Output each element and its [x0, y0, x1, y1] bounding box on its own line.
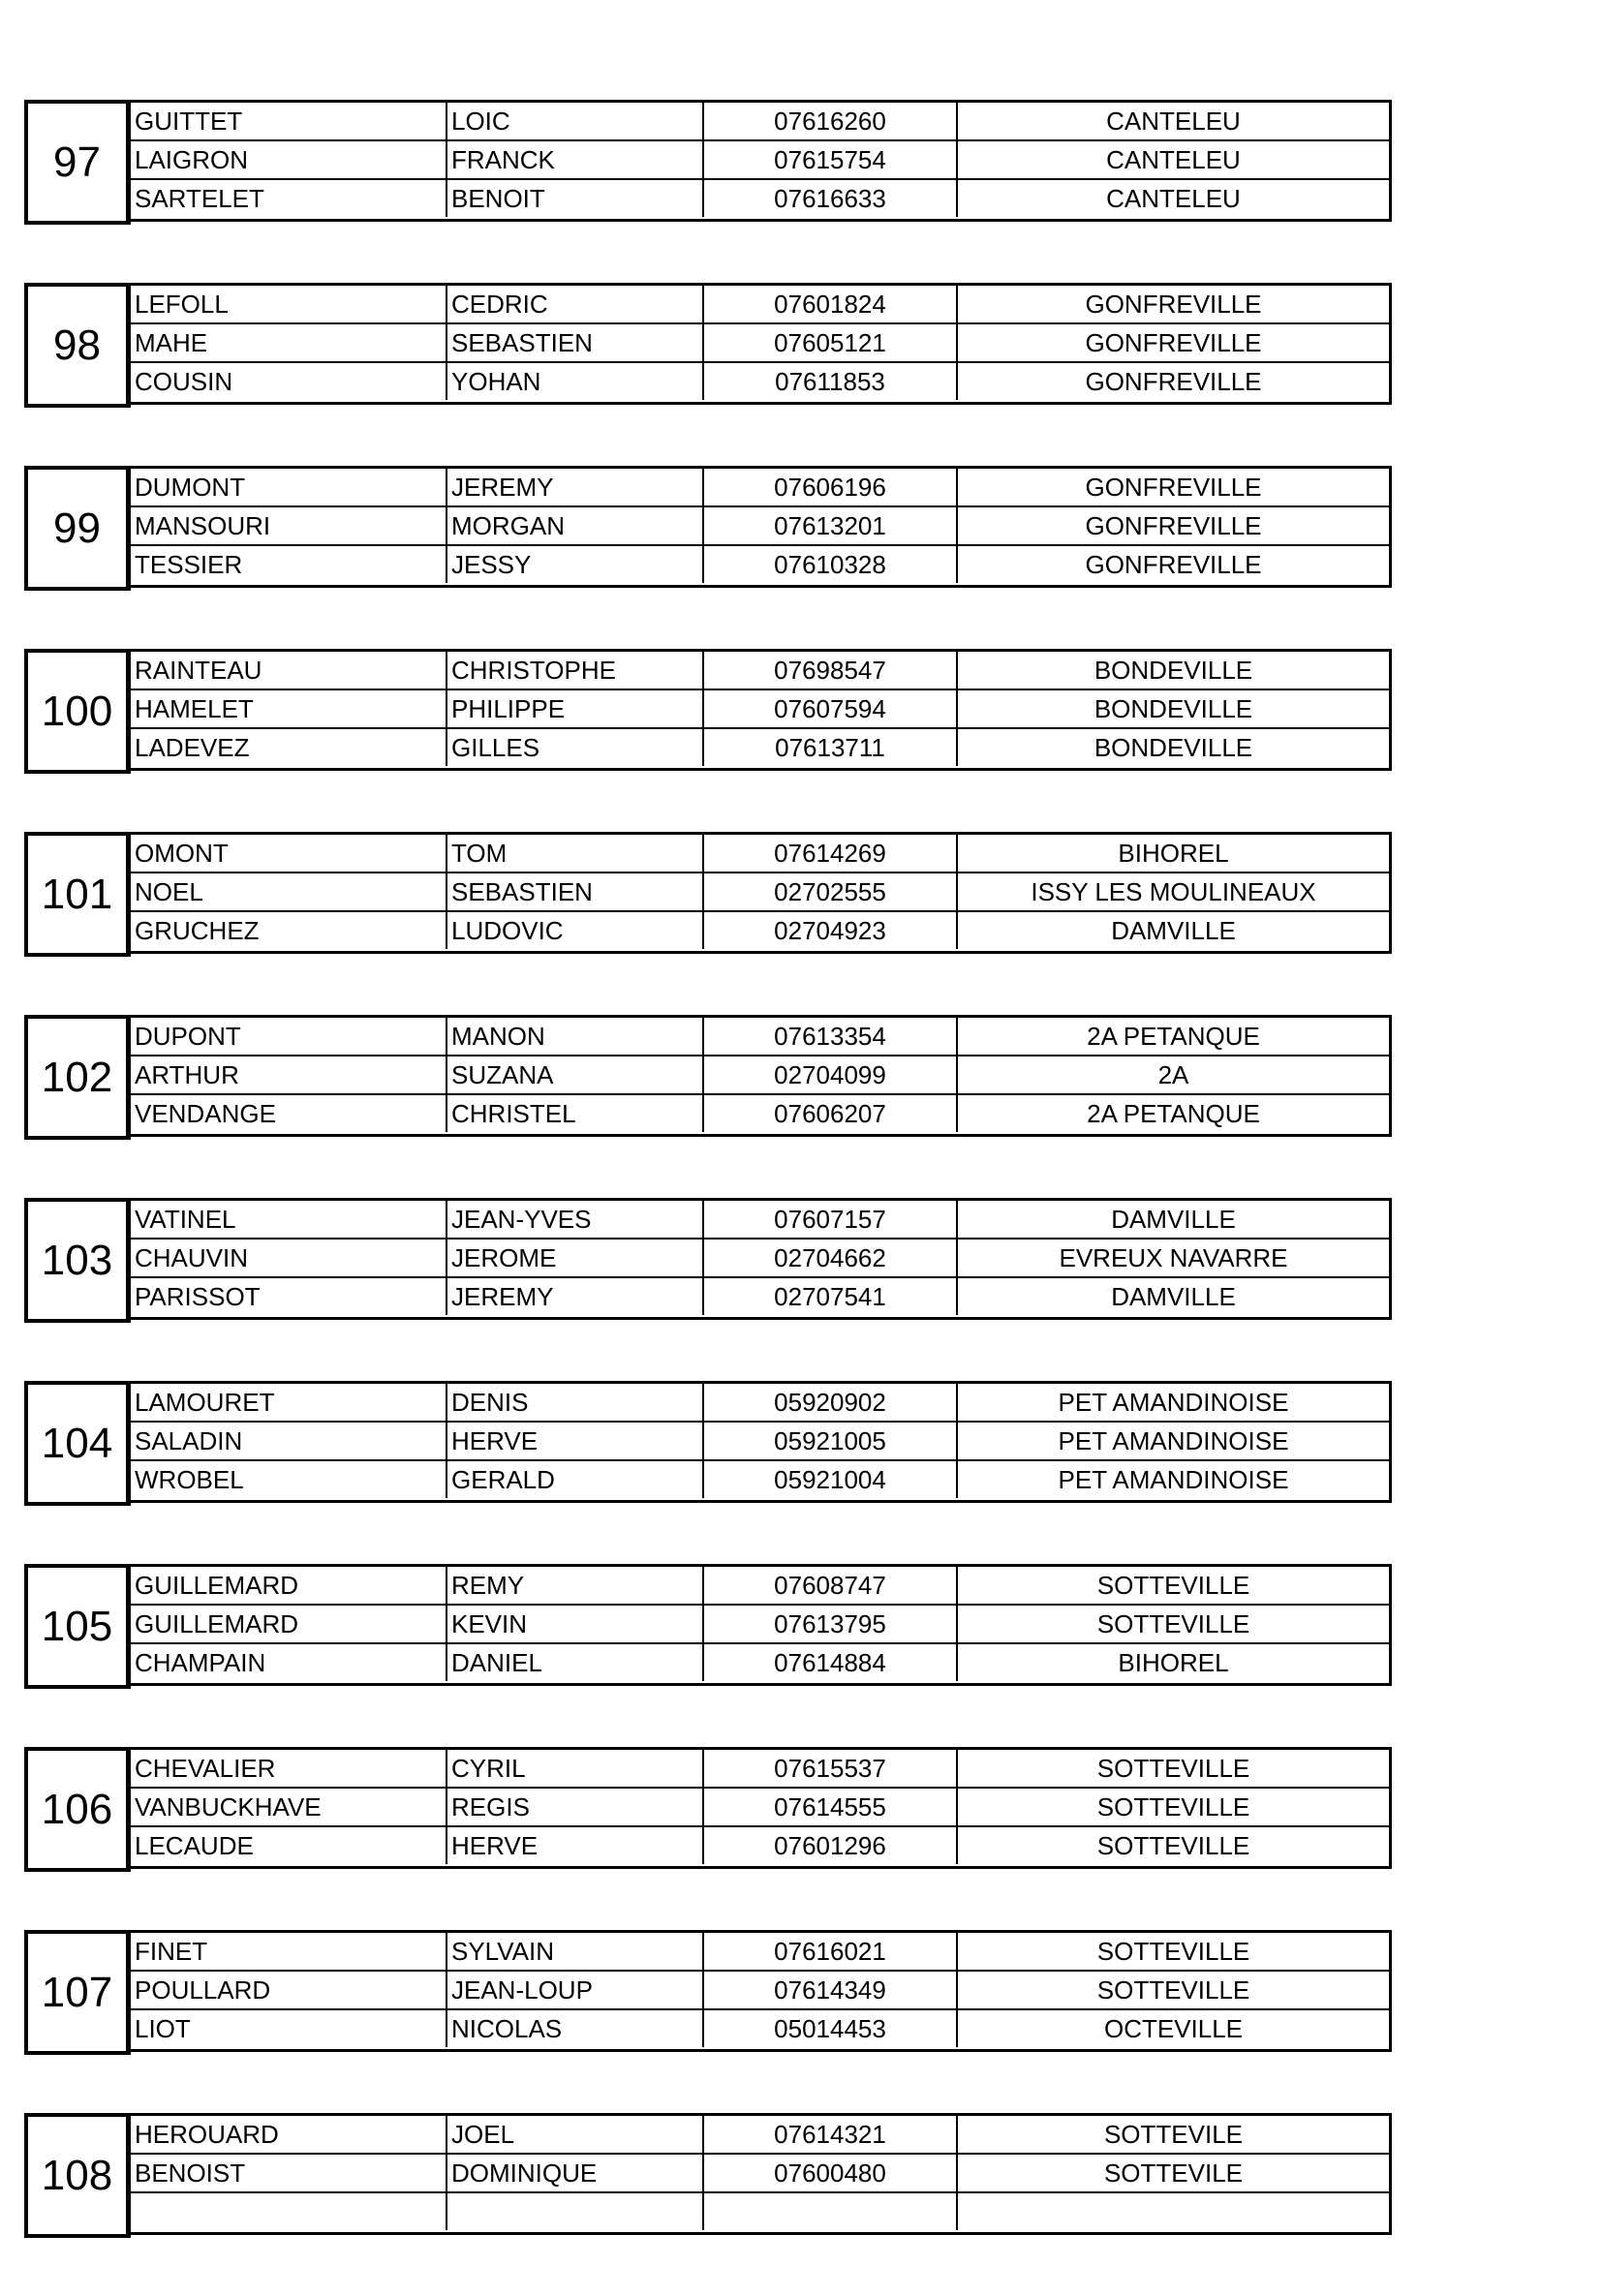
player-row [131, 2153, 1389, 2191]
player-club: GONFREVILLE [956, 469, 1389, 505]
player-row [131, 1933, 1389, 1970]
player-license-number: 07613711 [702, 729, 956, 766]
team-block [24, 1015, 1392, 1140]
player-first-name: MORGAN [446, 507, 702, 544]
player-club: SOTTEVILLE [956, 1567, 1389, 1604]
player-row [131, 1055, 1389, 1093]
player-table [131, 2113, 1392, 2235]
player-row [131, 1604, 1389, 1642]
player-first-name: MANON [446, 1018, 702, 1055]
player-row [131, 1018, 1389, 1055]
player-row [131, 1787, 1389, 1825]
player-first-name: BENOIT [446, 180, 702, 217]
player-last-name: LAIGRON [135, 145, 249, 174]
player-first-name: LOIC [446, 103, 702, 139]
player-first-name: HERVE [446, 1827, 702, 1864]
player-first-name: JEROME [446, 1240, 702, 1276]
player-last-name: ARTHUR [135, 1060, 239, 1089]
player-last-name: LADEVEZ [135, 733, 250, 762]
team-number: 107 [24, 1930, 131, 2055]
player-first-name: YOHAN [446, 363, 702, 400]
player-license-number: 07615537 [702, 1750, 956, 1787]
player-first-name: TOM [446, 835, 702, 872]
player-row [131, 910, 1389, 949]
team-block [24, 100, 1392, 225]
team-number: 99 [24, 466, 131, 591]
player-last-name: BENOIST [135, 2158, 246, 2188]
player-last-name: HEROUARD [135, 2120, 279, 2149]
player-last-name: VANBUCKHAVE [135, 1792, 322, 1821]
player-row [131, 1201, 1389, 1238]
player-club: BIHOREL [956, 1644, 1389, 1681]
player-license-number: 07698547 [702, 652, 956, 689]
player-first-name: NICOLAS [446, 2010, 702, 2047]
player-license-number: 07605121 [702, 324, 956, 361]
player-row [131, 544, 1389, 583]
player-club: BONDEVILLE [956, 690, 1389, 727]
player-first-name: JEREMY [446, 1278, 702, 1315]
player-license-number: 07606196 [702, 469, 956, 505]
player-table [131, 1381, 1392, 1503]
player-club: 2A PETANQUE [956, 1018, 1389, 1055]
player-row [131, 1825, 1389, 1864]
player-first-name: DANIEL [446, 1644, 702, 1681]
player-club: ISSY LES MOULINEAUX [956, 873, 1389, 910]
player-table [131, 283, 1392, 405]
team-number: 98 [24, 283, 131, 408]
player-first-name: PHILIPPE [446, 690, 702, 727]
player-last-name: LAMOURET [135, 1388, 275, 1417]
player-last-name: DUPONT [135, 1022, 241, 1051]
player-first-name: HERVE [446, 1423, 702, 1459]
player-table [131, 1198, 1392, 1320]
player-club: SOTTEVILLE [956, 1827, 1389, 1864]
player-license-number: 07614555 [702, 1789, 956, 1825]
player-last-name: FINET [135, 1937, 208, 1966]
player-license-number: 05920902 [702, 1384, 956, 1421]
team-list [24, 100, 1392, 2296]
player-license-number: 07616021 [702, 1933, 956, 1970]
player-last-name: HAMELET [135, 694, 254, 723]
player-license-number: 07608747 [702, 1567, 956, 1604]
player-first-name: GERALD [446, 1461, 702, 1498]
player-first-name: JEAN-YVES [446, 1201, 702, 1238]
player-last-name: GRUCHEZ [135, 916, 260, 945]
team-number: 108 [24, 2113, 131, 2238]
player-license-number: 07613354 [702, 1018, 956, 1055]
player-row [131, 1421, 1389, 1459]
player-first-name: DENIS [446, 1384, 702, 1421]
player-last-name: GUILLEMARD [135, 1609, 299, 1638]
player-last-name: CHAMPAIN [135, 1648, 266, 1677]
player-club: DAMVILLE [956, 1278, 1389, 1315]
player-last-name: OMONT [135, 839, 229, 868]
player-row [131, 505, 1389, 544]
player-table [131, 1930, 1392, 2052]
player-club: PET AMANDINOISE [956, 1461, 1389, 1498]
player-first-name: SUZANA [446, 1056, 702, 1093]
player-license-number: 07613201 [702, 507, 956, 544]
player-first-name: SEBASTIEN [446, 324, 702, 361]
player-row [131, 1642, 1389, 1681]
player-last-name: VENDANGE [135, 1099, 276, 1128]
player-first-name: REMY [446, 1567, 702, 1604]
player-first-name: FRANCK [446, 141, 702, 178]
player-license-number: 05921004 [702, 1461, 956, 1498]
player-license-number: 07607594 [702, 690, 956, 727]
player-license-number: 07616260 [702, 103, 956, 139]
player-first-name: SEBASTIEN [446, 873, 702, 910]
player-first-name: LUDOVIC [446, 912, 702, 949]
player-club: SOTTEVILLE [956, 1933, 1389, 1970]
player-table [131, 832, 1392, 954]
team-block [24, 283, 1392, 408]
team-block [24, 1381, 1392, 1506]
player-last-name: LIOT [135, 2014, 191, 2043]
player-table [131, 649, 1392, 771]
player-row [131, 2008, 1389, 2047]
player-club: EVREUX NAVARRE [956, 1240, 1389, 1276]
player-last-name: POULLARD [135, 1975, 271, 2005]
player-first-name [446, 2193, 702, 2230]
player-row [131, 2191, 1389, 2230]
player-last-name: TESSIER [135, 550, 243, 579]
player-club: SOTTEVILLE [956, 1606, 1389, 1642]
player-license-number [702, 2193, 956, 2230]
player-club: DAMVILLE [956, 912, 1389, 949]
player-club: GONFREVILLE [956, 546, 1389, 583]
player-row [131, 727, 1389, 766]
player-last-name: SARTELET [135, 184, 264, 213]
player-row [131, 1238, 1389, 1276]
player-club: PET AMANDINOISE [956, 1384, 1389, 1421]
player-club: SOTTEVILE [956, 2116, 1389, 2153]
player-club: 2A [956, 1056, 1389, 1093]
player-license-number: 05014453 [702, 2010, 956, 2047]
player-license-number: 07610328 [702, 546, 956, 583]
player-license-number: 07616633 [702, 180, 956, 217]
player-club: SOTTEVILLE [956, 1789, 1389, 1825]
team-number: 101 [24, 832, 131, 957]
player-club: BIHOREL [956, 835, 1389, 872]
player-license-number: 02704923 [702, 912, 956, 949]
player-license-number: 07614349 [702, 1972, 956, 2008]
team-block [24, 1198, 1392, 1323]
player-first-name: JOEL [446, 2116, 702, 2153]
player-license-number: 07611853 [702, 363, 956, 400]
player-license-number: 02707541 [702, 1278, 956, 1315]
player-club: OCTEVILLE [956, 2010, 1389, 2047]
player-last-name: RAINTEAU [135, 656, 262, 685]
player-license-number: 07600480 [702, 2155, 956, 2191]
team-block [24, 1930, 1392, 2055]
player-club: CANTELEU [956, 141, 1389, 178]
player-club: SOTTEVILLE [956, 1972, 1389, 2008]
player-first-name: GILLES [446, 729, 702, 766]
player-table [131, 1015, 1392, 1137]
player-first-name: JEREMY [446, 469, 702, 505]
player-license-number: 05921005 [702, 1423, 956, 1459]
player-row [131, 872, 1389, 910]
player-row [131, 1276, 1389, 1315]
player-row [131, 1093, 1389, 1132]
player-row [131, 322, 1389, 361]
player-last-name [131, 2193, 446, 2230]
player-row [131, 1970, 1389, 2008]
team-block [24, 2113, 1392, 2238]
player-first-name: JEAN-LOUP [446, 1972, 702, 2008]
player-last-name: VATINEL [135, 1205, 236, 1234]
player-last-name: GUILLEMARD [135, 1571, 299, 1600]
player-first-name: KEVIN [446, 1606, 702, 1642]
player-table [131, 100, 1392, 222]
player-row [131, 652, 1389, 689]
player-last-name: LECAUDE [135, 1831, 254, 1860]
player-row [131, 1750, 1389, 1787]
player-first-name: DOMINIQUE [446, 2155, 702, 2191]
player-row [131, 178, 1389, 217]
player-club: GONFREVILLE [956, 324, 1389, 361]
player-club: DAMVILLE [956, 1201, 1389, 1238]
player-last-name: SALADIN [135, 1426, 243, 1455]
player-license-number: 07613795 [702, 1606, 956, 1642]
player-club: SOTTEVILE [956, 2155, 1389, 2191]
player-license-number: 07614269 [702, 835, 956, 872]
team-number: 102 [24, 1015, 131, 1140]
player-last-name: PARISSOT [135, 1282, 261, 1311]
player-first-name: CYRIL [446, 1750, 702, 1787]
player-club: 2A PETANQUE [956, 1095, 1389, 1132]
player-club: GONFREVILLE [956, 507, 1389, 544]
player-row [131, 286, 1389, 322]
player-row [131, 139, 1389, 178]
player-first-name: JESSY [446, 546, 702, 583]
player-license-number: 07614884 [702, 1644, 956, 1681]
player-last-name: GUITTET [135, 107, 243, 136]
player-last-name: LEFOLL [135, 290, 229, 319]
player-club: BONDEVILLE [956, 729, 1389, 766]
team-block [24, 466, 1392, 591]
player-row [131, 689, 1389, 727]
player-club: SOTTEVILLE [956, 1750, 1389, 1787]
team-number: 105 [24, 1564, 131, 1689]
player-last-name: WROBEL [135, 1465, 244, 1494]
player-last-name: CHEVALIER [135, 1754, 276, 1783]
player-club: CANTELEU [956, 103, 1389, 139]
player-first-name: CEDRIC [446, 286, 702, 322]
player-row [131, 1384, 1389, 1421]
player-license-number: 07606207 [702, 1095, 956, 1132]
team-block [24, 1747, 1392, 1872]
player-license-number: 02704662 [702, 1240, 956, 1276]
player-table [131, 1747, 1392, 1869]
player-last-name: NOEL [135, 877, 203, 906]
player-license-number: 07601824 [702, 286, 956, 322]
player-table [131, 1564, 1392, 1686]
player-club: BONDEVILLE [956, 652, 1389, 689]
player-row [131, 1567, 1389, 1604]
player-row [131, 469, 1389, 505]
team-number: 103 [24, 1198, 131, 1323]
player-row [131, 2116, 1389, 2153]
player-last-name: DUMONT [135, 473, 246, 502]
player-club: GONFREVILLE [956, 286, 1389, 322]
player-club [956, 2193, 1389, 2230]
team-block [24, 649, 1392, 774]
team-number: 97 [24, 100, 131, 225]
player-license-number: 07607157 [702, 1201, 956, 1238]
player-row [131, 103, 1389, 139]
player-first-name: CHRISTEL [446, 1095, 702, 1132]
player-license-number: 02704099 [702, 1056, 956, 1093]
player-club: GONFREVILLE [956, 363, 1389, 400]
team-block [24, 1564, 1392, 1689]
player-row [131, 835, 1389, 872]
team-number: 100 [24, 649, 131, 774]
player-last-name: CHAUVIN [135, 1243, 249, 1272]
player-first-name: REGIS [446, 1789, 702, 1825]
player-license-number: 07614321 [702, 2116, 956, 2153]
player-last-name: MAHE [135, 328, 208, 357]
player-club: PET AMANDINOISE [956, 1423, 1389, 1459]
player-row [131, 361, 1389, 400]
team-number: 106 [24, 1747, 131, 1872]
player-club: CANTELEU [956, 180, 1389, 217]
player-license-number: 07601296 [702, 1827, 956, 1864]
player-license-number: 02702555 [702, 873, 956, 910]
team-number: 104 [24, 1381, 131, 1506]
team-block [24, 832, 1392, 957]
player-license-number: 07615754 [702, 141, 956, 178]
player-last-name: COUSIN [135, 367, 233, 396]
player-last-name: MANSOURI [135, 511, 271, 540]
player-first-name: SYLVAIN [446, 1933, 702, 1970]
player-table [131, 466, 1392, 588]
player-row [131, 1459, 1389, 1498]
player-first-name: CHRISTOPHE [446, 652, 702, 689]
